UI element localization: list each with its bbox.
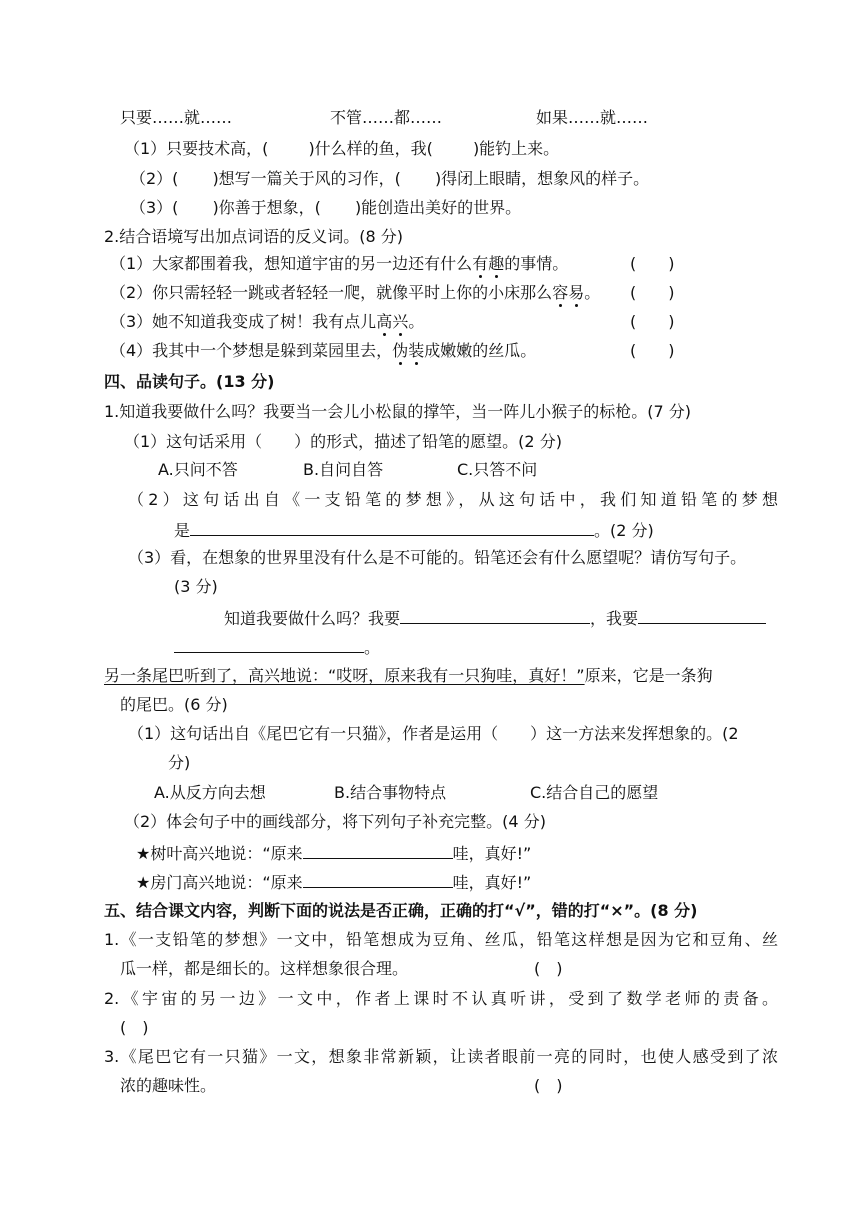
section-4-title: 四、品读句子。(13 分)	[104, 372, 275, 391]
sec4-q2-2-a-post: 哇，真好!”	[452, 844, 532, 863]
sec4-q1-3-line2: (3 分)	[174, 577, 218, 596]
sec5-answer-2[interactable]: ( )	[120, 1018, 149, 1037]
fill-item-3-c: )能创造出美好的世界。	[354, 198, 522, 217]
answer-blank[interactable]	[638, 609, 766, 624]
sec4-q1-1-option-c[interactable]: C.只答不问	[457, 460, 538, 479]
sec4-q2-2-a	[136, 844, 531, 862]
antonym-item-4-post: 成嫩嫩的丝瓜。	[424, 341, 537, 360]
sec4-q2-1-option-c[interactable]: C.结合自己的愿望	[530, 783, 659, 802]
sec4-q1-3-line4	[174, 638, 380, 656]
sec4-q2-1-line1: （1）这句话出自《尾巴它有一只猫》，作者是运用（ ）这一方法来发挥想象的。(2	[128, 724, 739, 743]
answer-blank[interactable]	[190, 521, 594, 536]
antonym-answer-1[interactable]: ( )	[630, 254, 675, 273]
fill-item-1-c: )能钓上来。	[472, 139, 560, 158]
sec4-q2-line2: 的尾巴。(6 分)	[120, 695, 228, 714]
sec4-q1-3-line1: （3）看，在想象的世界里没有什么是不可能的。铅笔还会有什么愿望呢？请仿写句子。	[128, 548, 747, 567]
sec4-q2-line1	[104, 668, 713, 684]
dotted-char: 容	[552, 283, 569, 302]
sec5-item-1-line2: 瓜一样，都是细长的。这样想象很合理。	[120, 959, 409, 978]
sec5-item-3-line2: 浓的趣味性。	[120, 1076, 217, 1095]
sec4-q1-3-pre: 知道我要做什么吗？我要	[224, 609, 401, 628]
sec5-answer-3[interactable]: ( )	[534, 1076, 563, 1095]
dotted-char: 装	[408, 341, 425, 360]
underlined-sentence: 另一条尾巴听到了，高兴地说：“哎呀，原来我有一只狗哇，真好！”	[104, 666, 585, 685]
sec4-q1-stem: 1.知道我要做什么吗？我要当一会儿小松鼠的撑竿，当一阵儿小猴子的标枪。(7 分)	[104, 402, 692, 421]
fill-item-3-b: )你善于想象，(	[212, 198, 321, 217]
sec4-q2-2: （2）体会句子中的画线部分，将下列句子补充完整。(4 分)	[124, 812, 546, 831]
fill-item-3-a: （3）(	[130, 198, 179, 217]
antonym-answer-2[interactable]: ( )	[630, 283, 675, 302]
fill-item-2	[130, 171, 649, 187]
answer-blank[interactable]	[303, 873, 453, 888]
sec4-q2-2-b	[136, 873, 531, 891]
answer-blank[interactable]	[303, 844, 453, 859]
sec4-q1-3-line3	[224, 609, 766, 627]
sec5-item-3-line1: 3.《尾巴它有一只猫》一文，想象非常新颖，让读者眼前一亮的同时，也使人感受到了浓	[104, 1047, 778, 1066]
fill-item-2-c: )得闭上眼睛，想象风的样子。	[434, 169, 650, 188]
sec4-q1-1-option-b[interactable]: B.自问自答	[303, 460, 384, 479]
word-option-2: 不管……都……	[330, 108, 443, 127]
fill-item-2-a: （2）(	[130, 169, 179, 188]
section-5-title: 五、结合课文内容，判断下面的说法是否正确，正确的打“√”，错的打“×”。(8 分)	[104, 901, 698, 920]
answer-blank[interactable]	[174, 638, 364, 653]
sec4-q1-1-option-a[interactable]: A.只问不答	[158, 460, 238, 479]
sec4-q1-1: （1）这句话采用（ ）的形式，描述了铅笔的愿望。(2 分)	[124, 432, 562, 451]
word-option-1: 只要……就……	[120, 108, 233, 127]
dotted-char: 有	[472, 254, 489, 273]
antonym-question-title: 2.结合语境写出加点词语的反义词。(8 分)	[104, 227, 404, 246]
dotted-char: 易	[568, 283, 585, 302]
sec4-q2-1-option-a[interactable]: A.从反方向去想	[154, 783, 266, 802]
sec4-q1-2-line2	[174, 521, 654, 539]
antonym-answer-4[interactable]: ( )	[630, 341, 675, 360]
antonym-item-2	[110, 285, 600, 301]
sec4-q2-2-b-post: 哇，真好!”	[452, 873, 532, 892]
sec4-q2-1-line2: 分)	[168, 753, 191, 772]
antonym-item-3-post: 。	[408, 312, 425, 331]
sec5-answer-1[interactable]: ( )	[534, 959, 563, 978]
sec4-q2-2-a-pre: ★树叶高兴地说：“原来	[136, 844, 303, 863]
fill-item-3	[130, 200, 521, 216]
antonym-item-2-text: （2）你只需轻轻一跳或者轻轻一爬，就像平时上你的小床那么	[110, 283, 553, 302]
fill-item-1-b: )什么样的鱼，我(	[308, 139, 433, 158]
fill-item-2-b: )想写一篇关于风的习作，(	[212, 169, 401, 188]
dotted-char: 兴	[392, 312, 409, 331]
sec4-q2-2-b-pre: ★房门高兴地说：“原来	[136, 873, 303, 892]
dotted-char: 高	[376, 312, 393, 331]
antonym-item-3-text: （3）她不知道我变成了树！我有点儿	[110, 312, 377, 331]
antonym-item-1-post: 的事情。	[504, 254, 569, 273]
fill-item-1-a: （1）只要技术高，(	[124, 139, 269, 158]
sec4-q1-2-post: 。(2 分)	[594, 521, 654, 540]
sec4-q2-rest: 原来，它是一条狗	[584, 666, 713, 685]
fill-item-1	[124, 141, 559, 157]
sec4-q1-3-post: 。	[364, 638, 381, 657]
sec4-q2-1-option-b[interactable]: B.结合事物特点	[334, 783, 447, 802]
sec5-item-2-line1: 2.《宇宙的另一边》一文中，作者上课时不认真听讲，受到了数学老师的责备。	[104, 989, 778, 1008]
sec5-item-1-line1: 1.《一支铅笔的梦想》一文中，铅笔想成为豆角、丝瓜，铅笔这样想是因为它和豆角、丝	[104, 930, 778, 949]
antonym-item-4	[110, 343, 536, 359]
antonym-item-2-post: 。	[584, 283, 601, 302]
sec4-q1-2-line1: （2）这句话出自《一支铅笔的梦想》，从这句话中，我们知道铅笔的梦想	[128, 490, 778, 509]
antonym-item-4-text: （4）我其中一个梦想是躲到菜园里去，	[110, 341, 393, 360]
antonym-item-1-text: （1）大家都围着我，想知道宇宙的另一边还有什么	[110, 254, 473, 273]
antonym-answer-3[interactable]: ( )	[630, 312, 675, 331]
word-option-3: 如果……就……	[536, 108, 649, 127]
dotted-char: 趣	[488, 254, 505, 273]
answer-blank[interactable]	[400, 609, 590, 624]
antonym-item-1	[110, 256, 568, 272]
sec4-q1-3-mid: ，我要	[590, 609, 639, 628]
dotted-char: 伪	[392, 341, 409, 360]
antonym-item-3	[110, 314, 424, 330]
sec4-q1-2-pre: 是	[174, 521, 191, 540]
